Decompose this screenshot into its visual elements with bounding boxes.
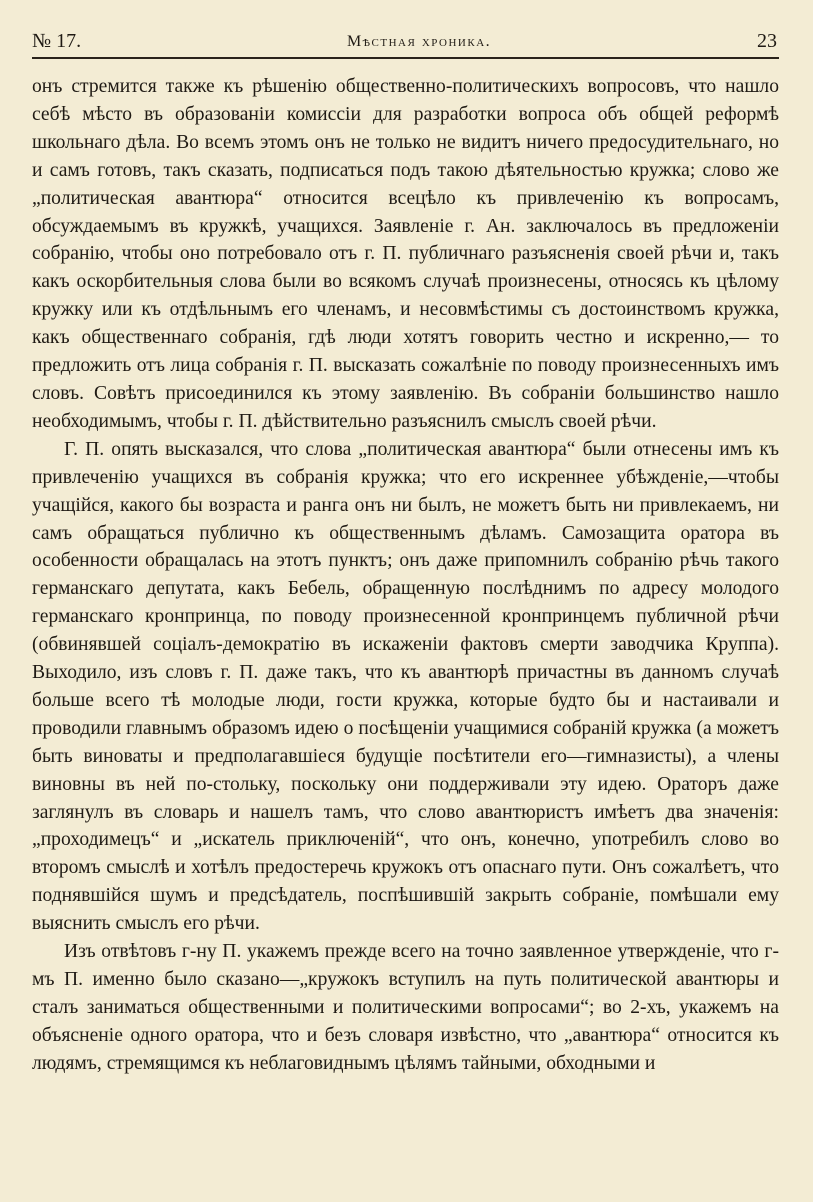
paragraph-2: Г. П. опять высказался, что слова „политическая авантюра“ были отнесены имъ къ привлеченію учащихся въ собранія кружка; что его искреннее убѣжденіе,—чтобы учащійся, какого бы возраста и ранга онъ ни былъ, не можетъ быть ни привлекаемъ, ни самъ обращаться публично къ общественнымъ дѣламъ. Самозащита оратора въ особенности обращалась на этотъ пунктъ; онъ даже припомнилъ собранію рѣчь такого германскаго депутата, какъ Бебель, обращенную послѣднимъ по адресу молодого германскаго кронпринца, по поводу произнесенной кронпринцемъ публичной рѣчи (обвинявшей соціалъ-демократію въ искаженіи фактовъ смерти заводчика Круппа). Выходило, изъ словъ г. П. даже такъ, что къ авантюрѣ причастны въ данномъ случаѣ больше всего тѣ молодые люди, гости кружка, которые будто бы и настаивали и проводили главнымъ образомъ идею о посѣщеніи учащимися собраній кружка (а можетъ быть виноваты и предполагавшіеся будущіе посѣтители его—гимназисты), а члены виновны въ ней по-стольку, поскольку они поддерживали эту идею. Ораторъ даже заглянулъ въ словарь и нашелъ тамъ, что слово авантюристъ имѣетъ два значенія: „проходимецъ“ и „искатель приключеній“, что онъ, конечно, употребилъ слово во второмъ смыслѣ и хотѣлъ предостеречь кружокъ отъ опаснаго пути. Онъ сожалѣетъ, что поднявшійся шумъ и предсѣдатель, поспѣшившій закрыть собраніе, помѣшали ему выяснить смыслъ его рѣчи. bbox=[32, 438, 779, 935]
paragraph-3: Изъ отвѣтовъ г-ну П. укажемъ прежде всего на точно заявленное утвержденіе, что г-мъ П. именно было сказано—„кружокъ вступилъ на путь политической авантюры и сталъ заниматься общественными и политическими вопросами“; во 2-хъ, укажемъ на объясненіе одного оратора, что и безъ словаря извѣстно, что „авантюра“ относится къ людямъ, стремящимся къ неблаговиднымъ цѣлямъ тайными, обходными и bbox=[32, 941, 779, 1074]
issue-number: № 17. bbox=[32, 30, 82, 52]
section-title: Мѣстная хроника. bbox=[346, 33, 492, 50]
article-body bbox=[32, 73, 779, 1078]
running-header bbox=[32, 30, 779, 59]
paragraph-1: онъ стремится также къ рѣшенію общественно-политическихъ вопросовъ, что нашло себѣ мѣсто въ образованіи комиссіи для разработки вопроса объ общей реформѣ школьнаго дѣла. Во всемъ этомъ онъ не только не видитъ ничего предосудительнаго, но и самъ готовъ, такъ сказать, подписаться подъ такою дѣятельностью кружка; слово же „политическая авантюра“ относится всецѣло къ привлеченію къ вопросамъ, обсуждаемымъ въ кружкѣ, учащихся. Заявленіе г. Ан. заключалось въ предложеніи собранію, чтобы оно потребовало отъ г. П. публичнаго разъясненія своей рѣчи и, такъ какъ оскорбительныя слова были во всякомъ случаѣ произнесены, относясь къ цѣлому кружку или къ отдѣльнымъ его членамъ, и несовмѣстимы съ достоинствомъ кружка, какъ общественнаго собранія, гдѣ люди хотятъ говорить честно и искренно,— то предложить отъ лица собранія г. П. высказать сожалѣніе по поводу произнесенныхъ имъ словъ. Совѣтъ присоединился къ этому заявленію. Въ собраніи большинство нашло необходимымъ, чтобы г. П. дѣйствительно разъяснилъ смыслъ своей рѣчи. bbox=[32, 76, 779, 432]
page-number: 23 bbox=[756, 30, 777, 52]
